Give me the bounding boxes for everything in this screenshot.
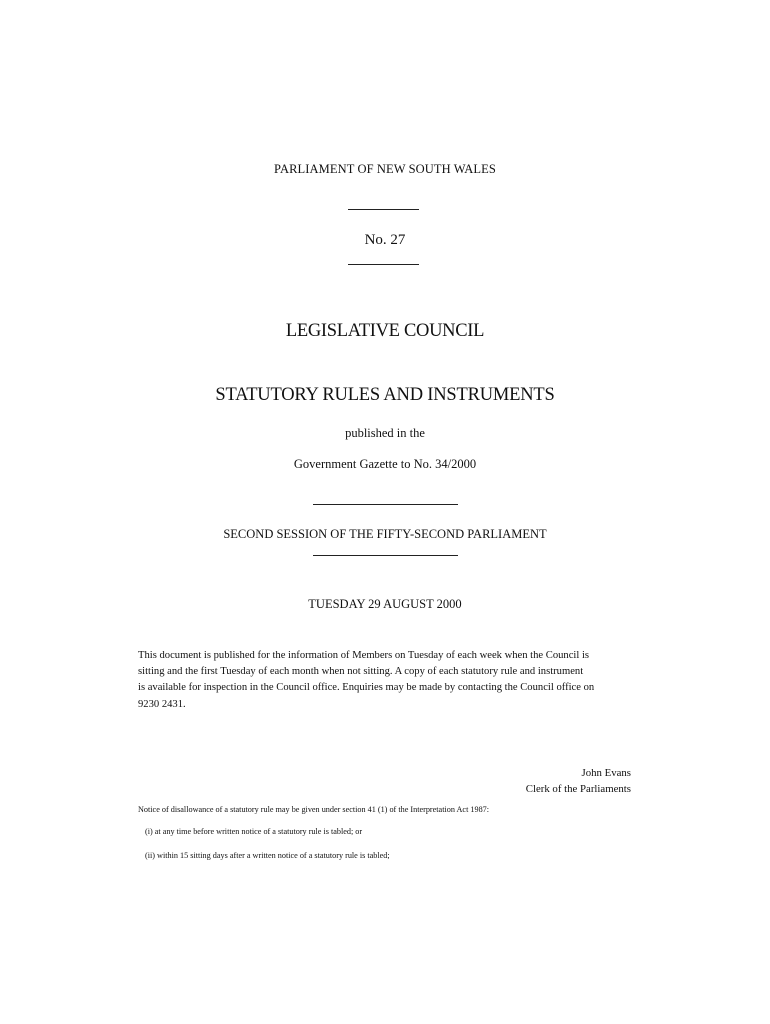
signature-block — [380, 765, 631, 797]
divider — [348, 264, 419, 265]
session-heading: SECOND SESSION OF THE FIFTY-SECOND PARLIAMENT — [223, 527, 547, 541]
paragraph-line: This document is published for the information of Members on Tuesday of each week when the Council is — [138, 650, 590, 661]
signatory-role: Clerk of the Parliaments — [525, 783, 631, 795]
gazette-reference: Government Gazette to No. 34/2000 — [293, 457, 477, 471]
document-title: STATUTORY RULES AND INSTRUMENTS — [215, 385, 555, 405]
paragraph-line: sitting and the first Tuesday of each month when not sitting. A copy of each statutory rule and instrument — [138, 666, 584, 678]
paragraph-line: 9230 2431. — [138, 698, 186, 710]
document-date: TUESDAY 29 AUGUST 2000 — [308, 597, 462, 611]
paragraph-line: is available for inspection in the Council office. Enquiries may be made by contacting the Council office on — [138, 682, 595, 694]
signatory-name: John Evans — [581, 767, 631, 779]
parliament-heading: PARLIAMENT OF NEW SOUTH WALES — [274, 162, 496, 176]
published-in-text: published in the — [345, 426, 425, 440]
notice-item: (i) at any time before written notice of a statutory rule is tabled; or — [145, 827, 363, 836]
council-heading: LEGISLATIVE COUNCIL — [285, 321, 485, 341]
information-paragraph — [138, 648, 632, 713]
document-number: No. 27 — [364, 232, 406, 248]
notice-item: (ii) within 15 sitting days after a written notice of a statutory rule is tabled; — [145, 851, 390, 860]
divider — [313, 504, 458, 505]
divider — [348, 209, 419, 210]
divider — [313, 555, 458, 556]
disallowance-notice: Notice of disallowance of a statutory rule may be given under section 41 (1) of the Interpretation Act 1987: — [138, 805, 490, 814]
